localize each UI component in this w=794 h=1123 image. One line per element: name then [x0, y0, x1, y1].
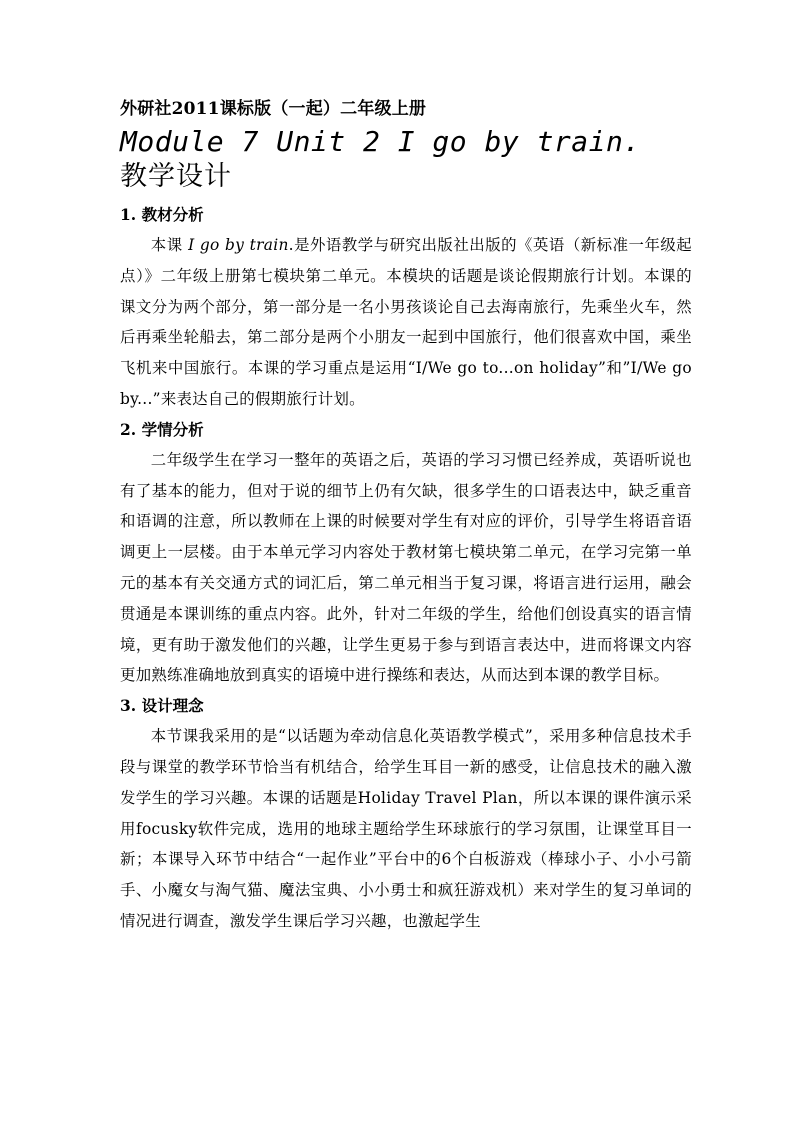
section-paragraph-student-analysis: 二年级学生在学习一整年的英语之后，英语的学习习惯已经养成，英语听说也有了基本的能力，但对于说的细节上仍有欠缺，很多学生的口语表达中，缺乏重音和语调的注意，所以教师在上课的时候要对学生有对应的评价，引导学生将语音语调更上一层楼。由于本单元学习内容处于教材第七模块第二单元，在学习完第一单元的基本有关交通方式的词汇后，第二单元相当于复习课，将语言进行运用，融会贯通是本课训练的重点内容。此外，针对二年级的学生，给他们创设真实的语言情境，更有助于激发他们的兴趣，让学生更易于参与到语言表达中，进而将课文内容更加熟练准确地放到真实的语境中进行操练和表达，从而达到本课的教学目标。: [120, 450, 692, 685]
section-heading-student-analysis: 2. 学情分析: [120, 419, 204, 439]
section-heading-design-concept: 3. 设计理念: [120, 696, 204, 716]
lesson-title-italic: I go by train: [188, 236, 289, 254]
section-heading-textbook-analysis: 1. 教材分析: [120, 205, 204, 224]
chinese-title: 教学设计: [120, 161, 232, 192]
paragraph-rest: .是外语教学与研究出版社出版的《英语（新标准一年级起点）》二年级上册第七模块第二单元。本模块的话题是谈论假期旅行计划。本课的课文分为两个部分，第一部分是一名小男孩谈论自己去海南旅行，先乘坐火车，然后再乘坐轮船去，第二部分是两个小朋友一起到中国旅行，他们很喜欢中国，乘坐飞机来中国旅行。本课的学习重点是运用“I/We go to...on holiday”和”I/We go by...”来表达自己的假期旅行计划。: [120, 236, 692, 408]
document-header: 外研社2011课标版（一起）二年级上册: [120, 99, 427, 119]
section-paragraph-textbook-analysis: [120, 230, 692, 415]
english-title: Module 7 Unit 2 I go by train.: [120, 125, 641, 158]
document-content: [120, 96, 692, 937]
section-paragraph-design-concept: 本节课我采用的是“以话题为牵动信息化英语教学模式”，采用多种信息技术手段与课堂的教学环节恰当有机结合，给学生耳目一新的感受，让信息技术的融入激发学生的学习兴趣。本课的话题是Holiday Travel Plan，所以本课的课件演示采用focusky软件完成，选用的地球主题给学生环球旅行的学习氛围，让课堂耳目一新；本课导入环节中结合“一起作业”平台中的6个白板游戏（棒球小子、小小弓箭手、小魔女与淘气猫、魔法宝典、小小勇士和疯狂游戏机）来对学生的复习单词的情况进行调查，激发学生课后学习兴趣，也激起学生: [120, 727, 692, 930]
paragraph-prefix: 本课: [150, 236, 189, 254]
